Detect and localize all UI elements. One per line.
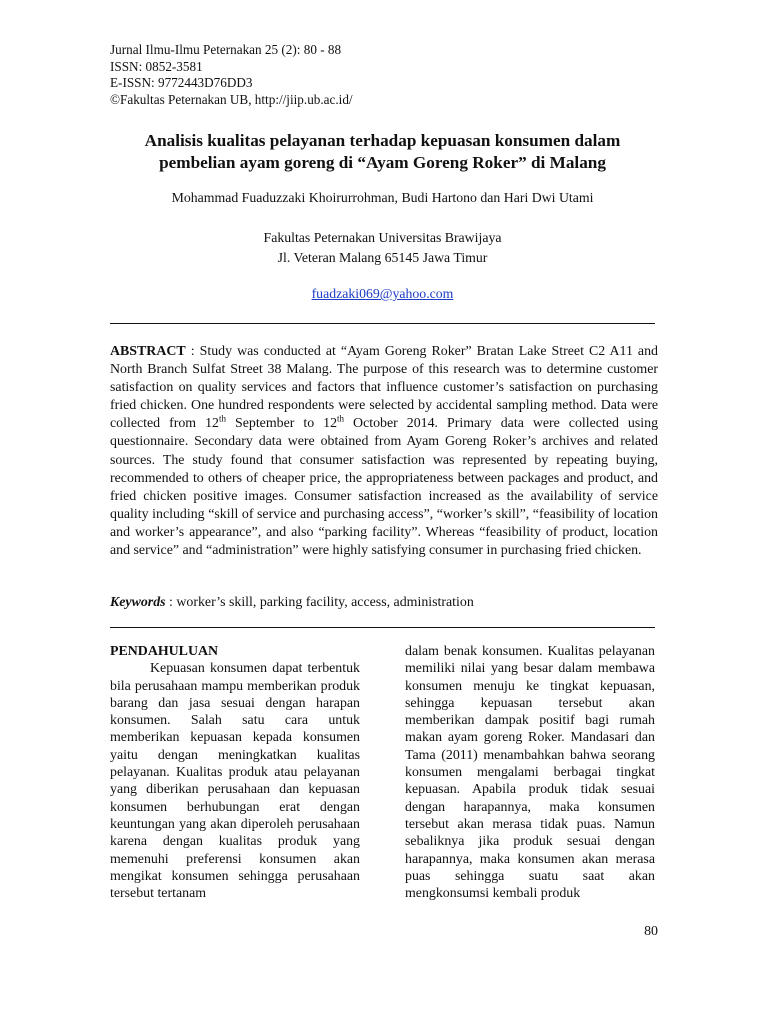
journal-citation: Jurnal Ilmu-Ilmu Peternakan 25 (2): 80 - 88 [110, 42, 342, 57]
affiliation-line-1: Fakultas Peternakan Universitas Brawijaya [263, 230, 502, 245]
column-right-text: dalam benak konsumen. Kualitas pelayanan memiliki nilai yang besar dalam membawa konsumen menuju ke tingkat kepuasan, sehingga kepuasan tersebut akan memberikan dampak positif bagi rumah makan ayam goreng Roker. Mandasari dan Tama (2011) menambahkan bahwa seorang konsumen mengalami berbagai tingkat kepuasan. Apabila produk tidak sesuai dengan harapannya, maka konsumen tersebut akan merasa tidak puas. Namun sebaliknya jika produk sesuai dengan harapannya, maka konsumen akan merasa puas sehingga suatu saat akan mengkonsumsi kembali produk [405, 644, 655, 902]
column-left-text: Kepuasan konsumen dapat terbentuk bila perusahaan mampu memberikan produk barang dan jasa sesuai dengan harapan konsumen. Salah satu cara untuk memberikan kepuasan kepada konsumen yaitu dengan meningkatkan kualitas pelayanan. Kualitas produk atau pelayanan yang diberikan perusahaan dan kepuasan konsumen berhubungan erat dengan keuntungan yang akan diperoleh perusahaan karena dengan kualitas produk yang memenuhi preferensi konsumen akan mengikat konsumen sehingga perusahaan tersebut tertanam [110, 661, 360, 902]
abstract-text-3: October 2014. Primary data were collected using questionnaire. Secondary data were obtained from Ayam Goreng Roker’s archives and related sources. The study found that consumer satisfaction was represented by repeating buying, recommended to others of cheaper price, the appropriateness between packages and product, and fried chicken positive images. Consumer satisfaction increased as the availability of service quality including “skill of service and purchasing access”, “worker’s skill”, “feasibility of location and worker’s appearance”, and also “parking facility”. Whereas “feasibility of product, location and service” and “administration” were highly satisfying consumer in purchasing fried chicken. [110, 416, 659, 559]
abstract [110, 343, 658, 560]
keywords-text: : worker’s skill, parking facility, access, administration [165, 595, 474, 610]
abstract-text-1: : Study was conducted at “Ayam Goreng Roker” Bratan Lake Street C2 A11 and North Branch Sulfat Street 38 Malang. The purpose of this research was to determine customer satisfaction on quality services and factors that influence customer’s satisfaction on purchasing fried chicken. One hundred respondents were selected by accidental sampling method. Data were collected from 12 [110, 344, 658, 432]
page-number: 80 [644, 924, 658, 939]
copyright-line: ©Fakultas Peternakan UB, http://jiip.ub.ac.id/ [110, 91, 353, 107]
divider-bottom [110, 627, 655, 628]
keywords [110, 595, 658, 611]
email-link[interactable]: fuadzaki069@yahoo.com [311, 286, 454, 301]
column-right [405, 643, 655, 902]
column-left [110, 643, 360, 902]
email-row [110, 286, 655, 302]
section-heading: PENDAHULUAN [110, 644, 219, 659]
abstract-sup-2: th [337, 413, 345, 424]
title-line-1: Analisis kualitas pelayanan terhadap kepuasan konsumen dalam [144, 131, 621, 150]
eissn: E-ISSN: 9772443D76DD3 [110, 75, 253, 90]
authors: Mohammad Fuaduzzaki Khoirurrohman, Budi Hartono dan Hari Dwi Utami [171, 190, 594, 205]
abstract-sup-1: th [218, 413, 226, 424]
journal-header [110, 42, 353, 108]
title-line-2: pembelian ayam goreng di “Ayam Goreng Roker” di Malang [159, 153, 606, 172]
divider-top [110, 323, 655, 324]
keywords-label: Keywords [110, 595, 166, 610]
abstract-text-2: September to 12 [226, 416, 338, 432]
affiliation-line-2: Jl. Veteran Malang 65145 Jawa Timur [277, 250, 488, 265]
affiliation [110, 228, 655, 268]
paper-title [110, 130, 655, 174]
issn: ISSN: 0852-3581 [110, 58, 203, 74]
abstract-label: ABSTRACT [110, 344, 186, 359]
